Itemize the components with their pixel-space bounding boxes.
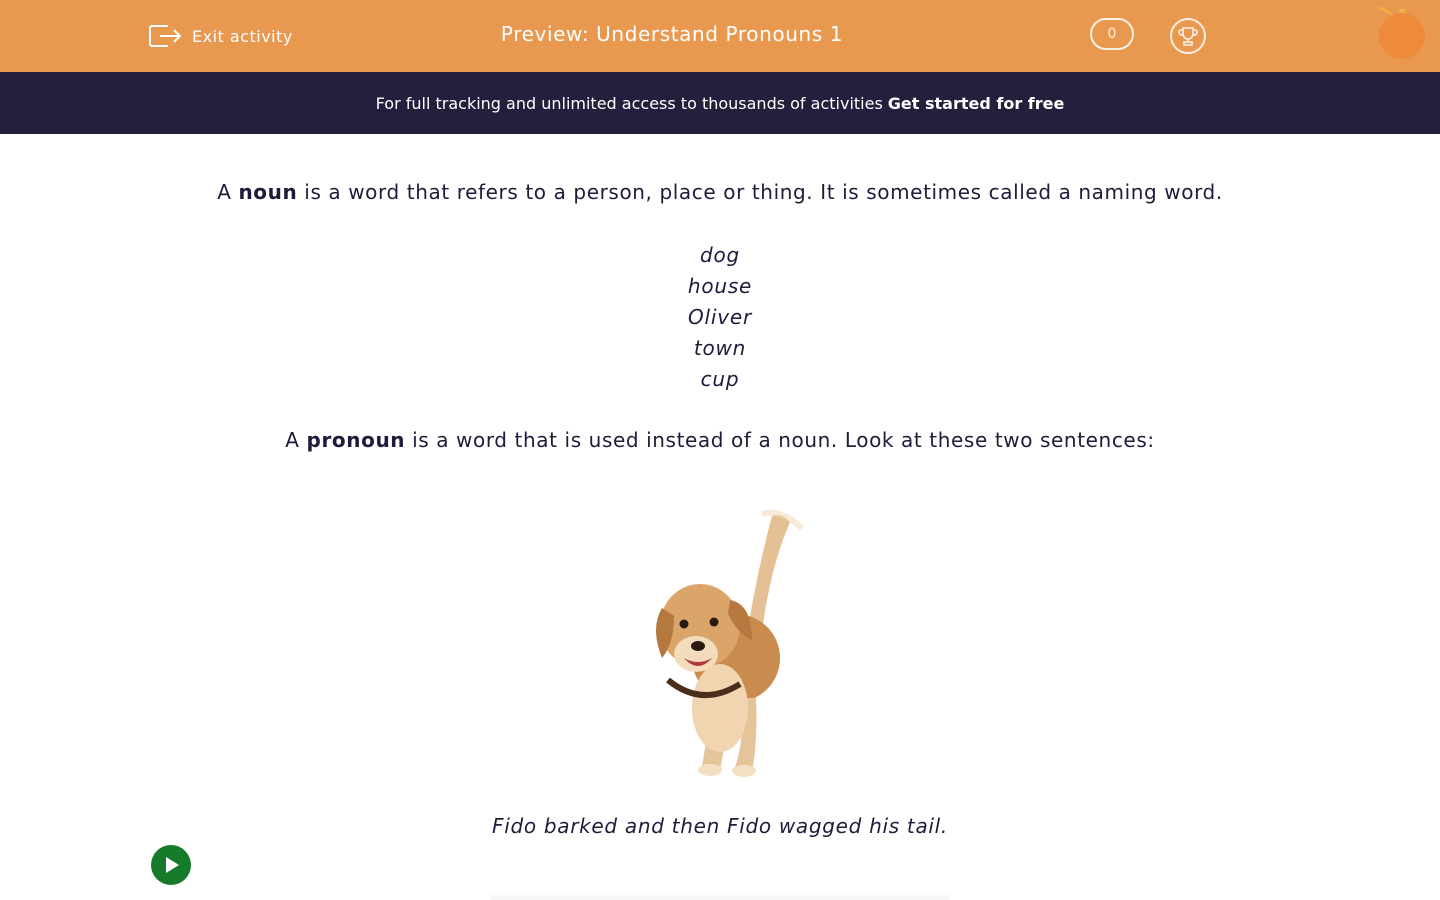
noun-intro-prefix: A bbox=[217, 180, 232, 204]
play-icon bbox=[161, 855, 181, 875]
pronoun-intro-rest: is a word that is used instead of a noun. Look at these two sentences: bbox=[412, 428, 1155, 452]
trophy-icon bbox=[1177, 25, 1199, 47]
score-badge: 0 bbox=[1090, 18, 1134, 50]
pronoun-definition bbox=[0, 428, 1440, 452]
example-word: house bbox=[687, 274, 753, 298]
pronoun-term: pronoun bbox=[306, 428, 406, 452]
trophy-button[interactable] bbox=[1170, 18, 1206, 54]
example-word: dog bbox=[699, 243, 741, 267]
promo-bar bbox=[0, 72, 1440, 134]
example-sentence: Fido barked and then Fido wagged his tail. bbox=[492, 814, 948, 838]
play-audio-button[interactable] bbox=[151, 845, 191, 885]
pronoun-intro-prefix: A bbox=[285, 428, 300, 452]
noun-definition bbox=[0, 180, 1440, 204]
page-title: Preview: Understand Pronouns 1 bbox=[500, 22, 844, 46]
example-word: Oliver bbox=[687, 305, 753, 329]
next-sentence-hint bbox=[490, 890, 950, 900]
noun-intro-rest: is a word that refers to a person, place or thing. It is sometimes called a naming word. bbox=[304, 180, 1223, 204]
promo-text: For full tracking and unlimited access to thousands of activities bbox=[375, 93, 883, 113]
noun-examples bbox=[620, 240, 820, 395]
noun-term: noun bbox=[238, 180, 298, 204]
example-word: town bbox=[693, 336, 747, 360]
get-started-link[interactable]: Get started for free bbox=[887, 93, 1065, 113]
exit-activity-button[interactable] bbox=[148, 20, 293, 52]
top-bar bbox=[0, 0, 1440, 72]
dog-illustration bbox=[640, 508, 820, 780]
orange-logo[interactable] bbox=[1374, 4, 1430, 62]
example-word: cup bbox=[700, 367, 740, 391]
exit-icon bbox=[148, 22, 182, 50]
exit-activity-label: Exit activity bbox=[192, 26, 293, 46]
